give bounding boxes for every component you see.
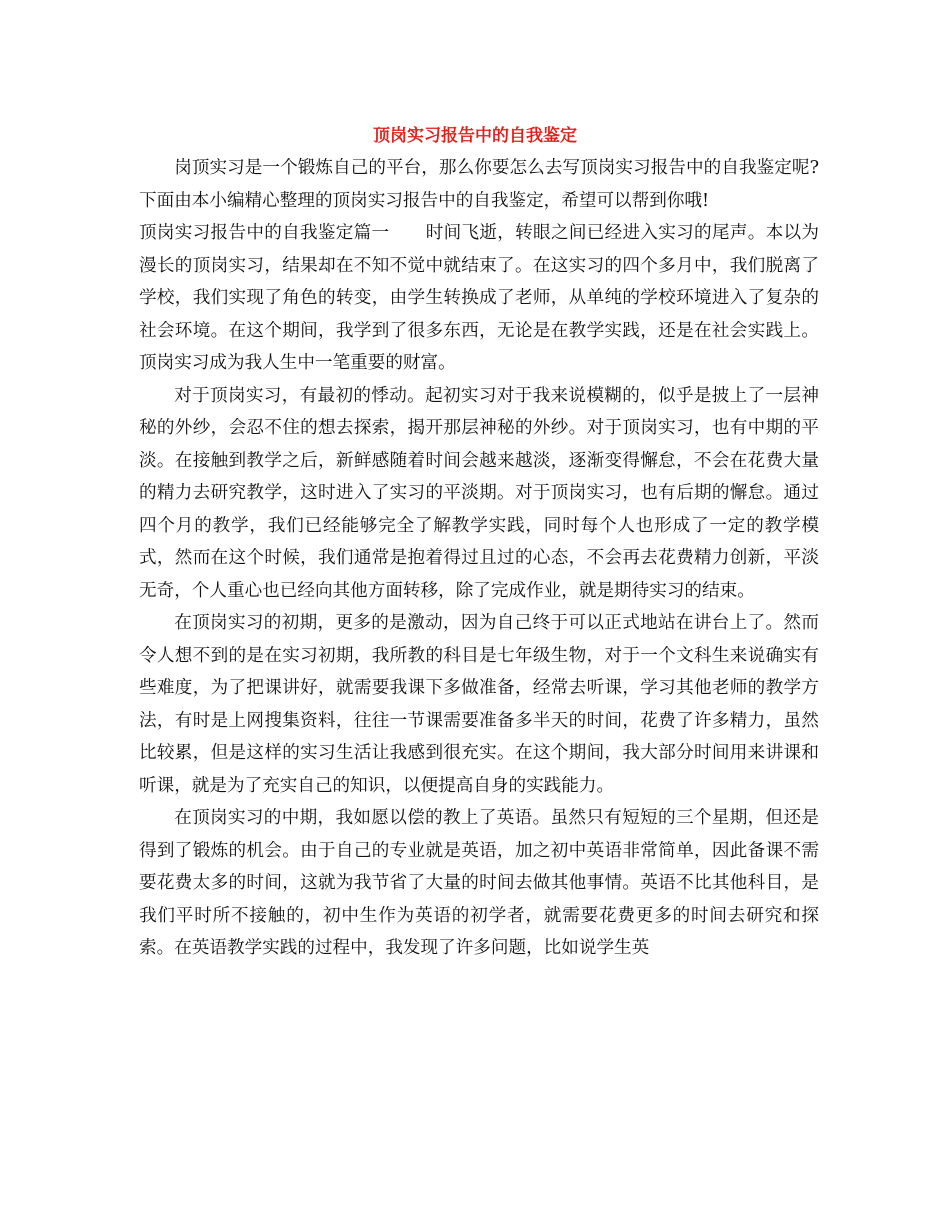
body-paragraph-3: 在顶岗实习的中期，我如愿以偿的教上了英语。虽然只有短短的三个星期，但还是得到了锻炼的机会。由于自己的专业就是英语，加之初中英语非常简单，因此备课不需要花费太多的时间，这就为我节省了大量的时间去做其他事情。英语不比其他科目，是我们平时所不接触的，初中生作为英语的初学者，就需要花费更多的时间去研究和探索。在英语教学实践的过程中，我发现了许多问题，比如说学生英 [139,808,819,958]
body-paragraph-2: 在顶岗实习的初期，更多的是激动，因为自己终于可以正式地站在讲台上了。然而令人想不到的是在实习初期，我所教的科目是七年级生物，对于一个文科生来说确实有些难度，为了把课讲好，就需要我课下多做准备，经常去听课，学习其他老师的教学方法，有时是上网搜集资料，往往一节课需要准备多半天的时间，花费了许多精力，虽然比较累，但是这样的实习生活让我感到很充实。在这个期间，我大部分时间用来讲课和听课，就是为了充实自己的知识，以便提高自身的实践能力。 [139,613,819,796]
section-first-paragraph: 时间飞逝，转眼之间已经进入实习的尾声。本以为漫长的顶岗实习，结果却在不知不觉中就结束了。在这实习的四个多月中，我们脱离了学校，我们实现了角色的转变，由学生转换成了老师，从单纯的学校环境进入了复杂的社会环境。在这个期间，我学到了很多东西，无论是在教学实践，还是在社会实践上。顶岗实习成为我人生中一笔重要的财富。 [139,223,819,373]
section-heading: 顶岗实习报告中的自我鉴定篇一 [139,223,390,243]
section-paragraph [139,217,819,380]
body-paragraph-1: 对于顶岗实习，有最初的悸动。起初实习对于我来说模糊的，似乎是披上了一层神秘的外纱，会忍不住的想去探索，揭开那层神秘的外纱。对于顶岗实习，也有中期的平淡。在接触到教学之后，新鲜感随着时间会越来越淡，逐渐变得懈怠，不会在花费大量的精力去研究教学，这时进入了实习的平淡期。对于顶岗实习，也有后期的懈怠。通过四个月的教学，我们已经能够完全了解教学实践，同时每个人也形成了一定的教学模式，然而在这个时候，我们通常是抱着得过且过的心态，不会再去花费精力创新，平淡无奇，个人重心也已经向其他方面转移，除了完成作业，就是期待实习的结束。 [139,385,819,601]
document-body [139,152,819,965]
document-title: 顶岗实习报告中的自我鉴定 [373,126,577,146]
intro-paragraph: 岗顶实习是一个锻炼自己的平台，那么你要怎么去写顶岗实习报告中的自我鉴定呢?下面由本小编精心整理的顶岗实习报告中的自我鉴定，希望可以帮到你哦! [139,158,819,211]
